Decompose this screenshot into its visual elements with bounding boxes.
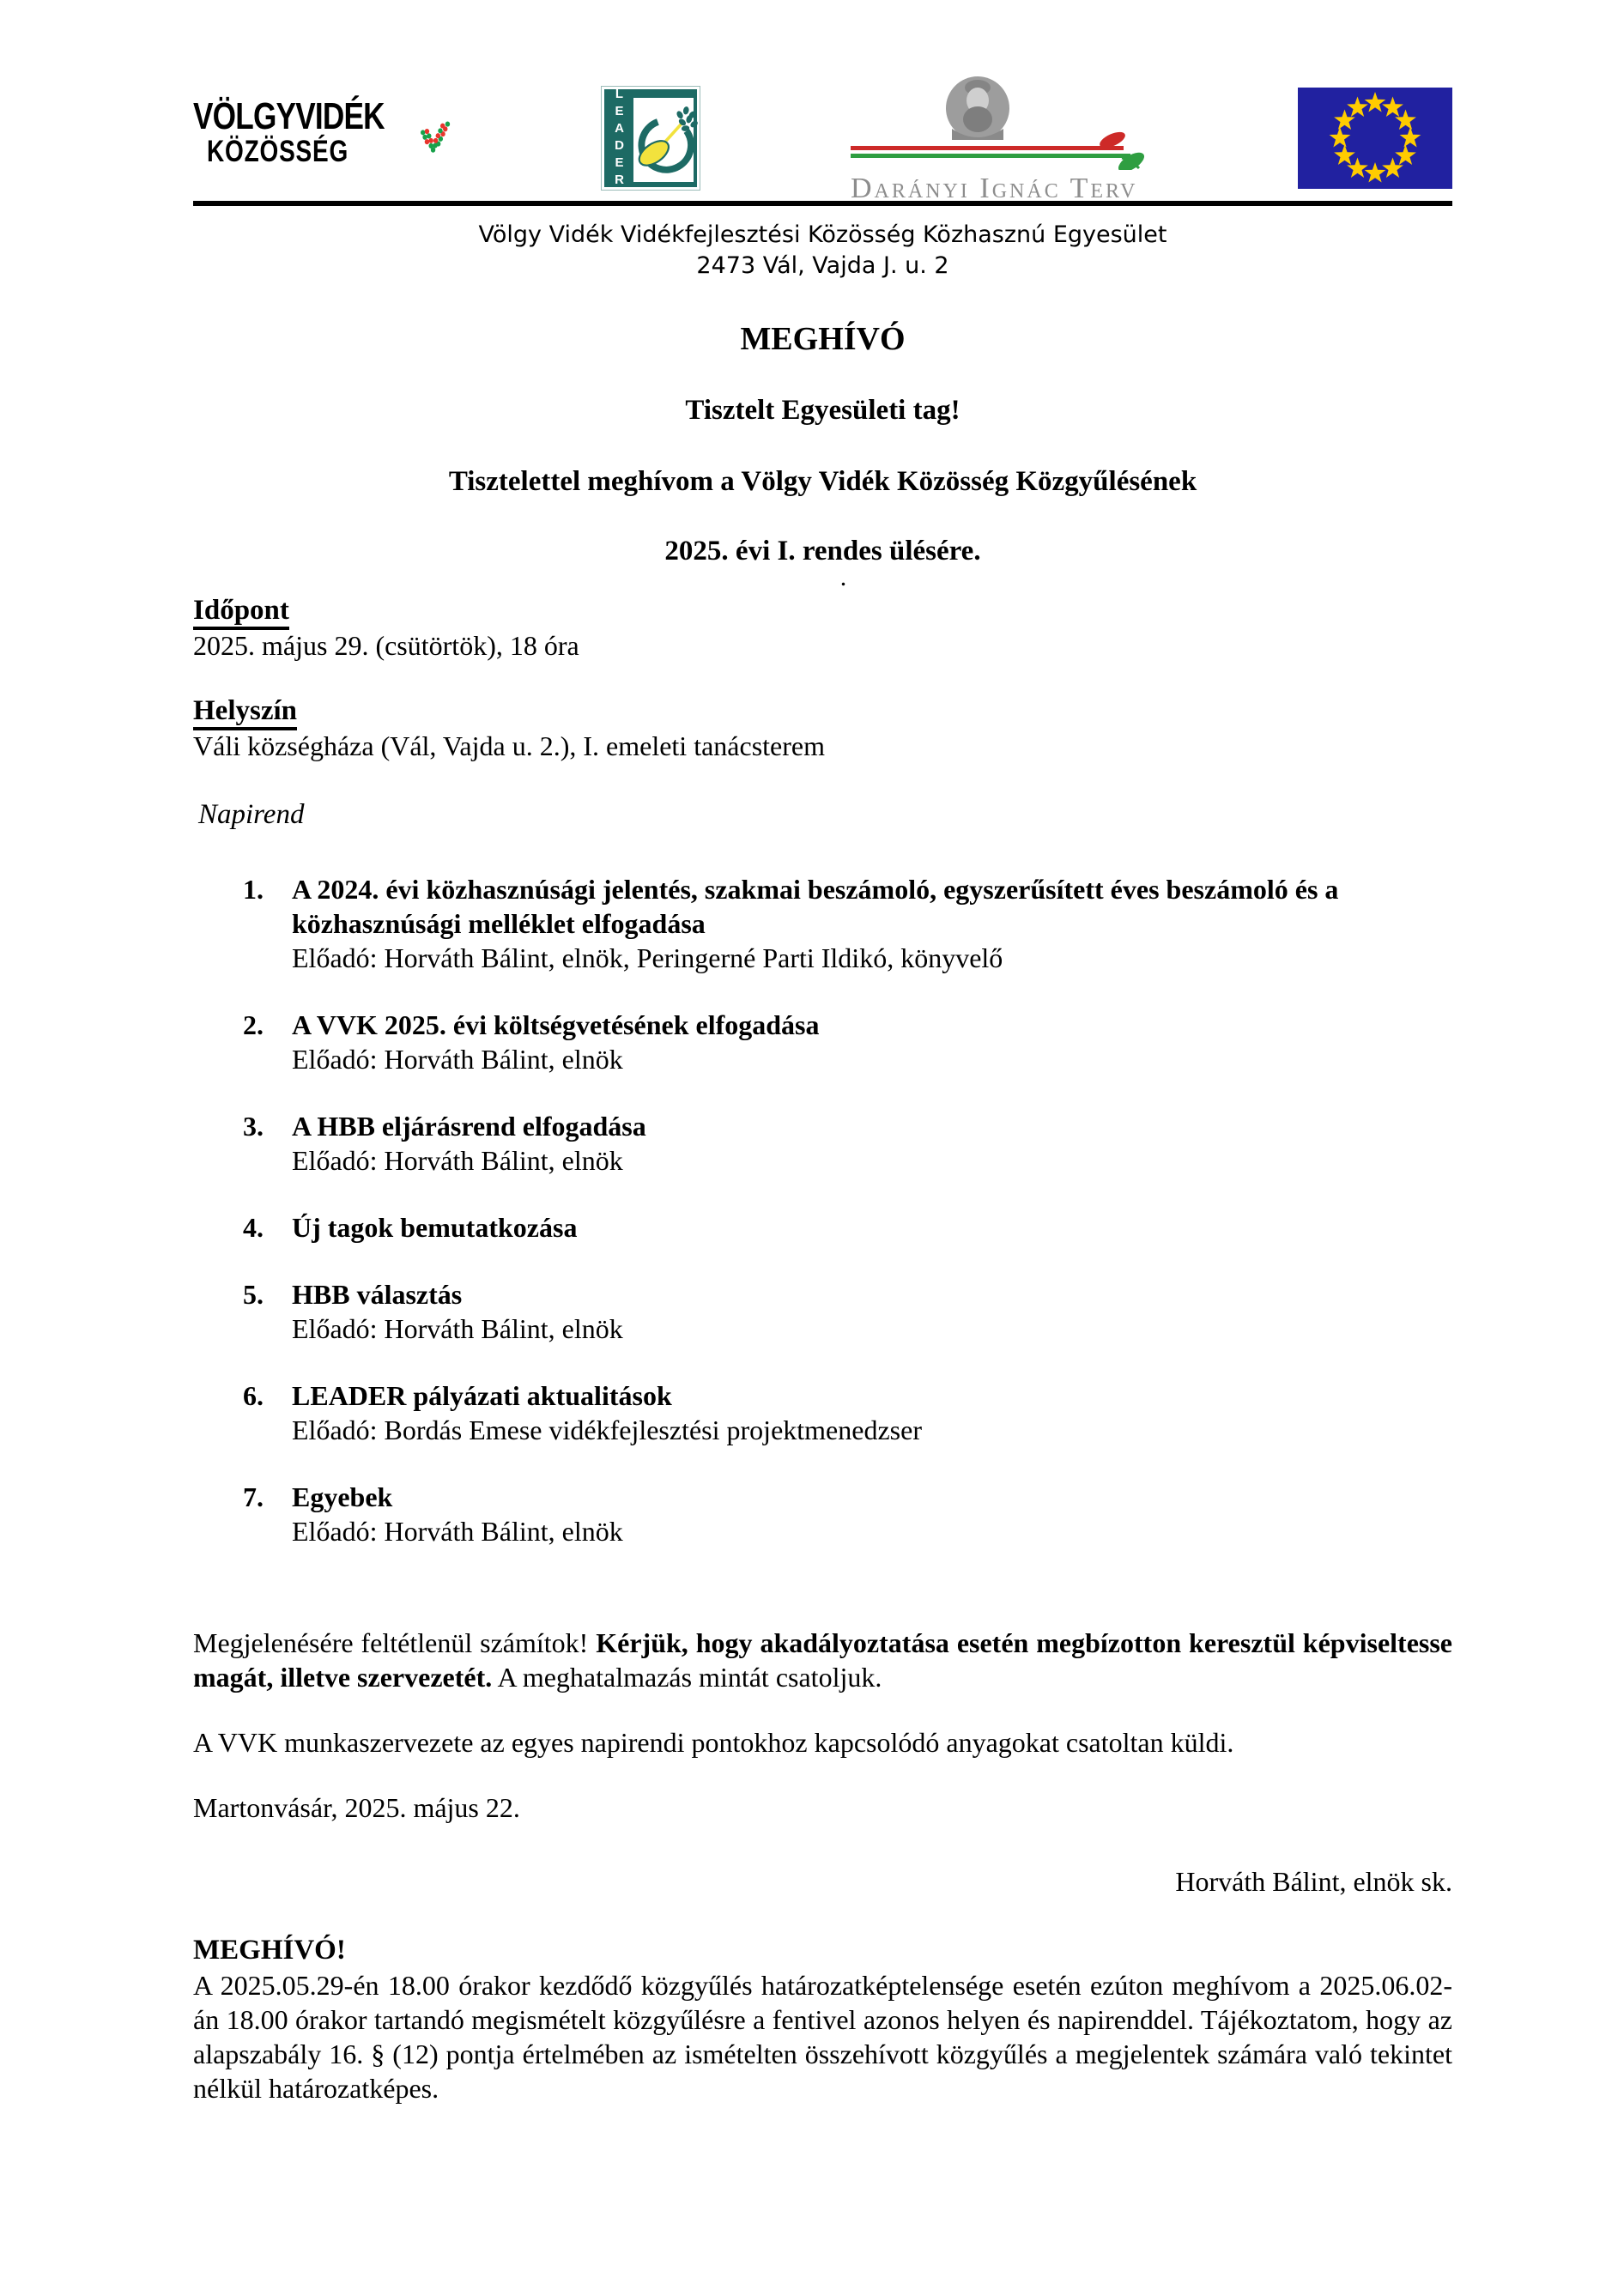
datetime-section xyxy=(193,593,1452,628)
agenda-item-number: 7. xyxy=(243,1481,264,1512)
agenda-item-number: 4. xyxy=(243,1212,264,1243)
second-invite-body: A 2025.05.29-én 18.00 órakor kezdődő közgyűlés határozatképtelensége esetén ezúton meghívom a 2025.06.02-án 18.00 órakor tartandó megismételt közgyűlésre a fentivel azonos helyen és napirenddel. Tájékoztatom, hogy az alapszabály 16. § (12) pontja értelmében az ismételten összehívott közgyűlés a megjelentek számára való tekintet nélkül határozatképes. xyxy=(193,1970,1452,2104)
agenda-item-number: 2. xyxy=(243,1009,264,1040)
agenda-item xyxy=(243,1277,1452,1346)
agenda-item-number: 1. xyxy=(243,874,264,905)
location-label: Helyszín xyxy=(193,695,297,730)
salutation: Tisztelt Egyesületi tag! xyxy=(685,395,960,426)
intro-line-2: 2025. évi I. rendes ülésére. xyxy=(664,536,981,566)
agenda-item-title: Új tagok bemutatkozása xyxy=(292,1212,578,1243)
signature-line: Horváth Bálint, elnök sk. xyxy=(1175,1866,1452,1897)
agenda-item-body xyxy=(292,872,1452,975)
attendance-note-start: Megjelenésére feltétlenül számítok! xyxy=(193,1627,597,1658)
volgy-videk-kozosseg-logo xyxy=(193,86,451,191)
agenda-item-body xyxy=(292,1109,646,1178)
materials-note: A VVK munkaszervezete az egyes napirendi pontokhoz kapcsolódó anyagokat csatoltan küldi. xyxy=(193,1727,1234,1758)
agenda-item-body xyxy=(292,1378,922,1447)
leader-logo-text: LEADER xyxy=(612,87,627,190)
datetime-label: Időpont xyxy=(193,595,289,630)
header-divider xyxy=(193,201,1452,206)
vvk-logo-line1: VÖLGYVIDÉK xyxy=(193,95,385,137)
intro-line-1: Tisztelettel meghívom a Völgy Vidék Közösség Közgyűlésének xyxy=(448,466,1197,497)
location-value: Váli községháza (Vál, Vajda u. 2.), I. emeleti tanácsterem xyxy=(193,730,825,761)
agenda-list xyxy=(193,872,1452,1548)
agenda-item-presenter: Előadó: Horváth Bálint, elnök xyxy=(292,1516,623,1547)
agenda-item-title: A HBB eljárásrend elfogadása xyxy=(292,1111,646,1142)
agenda-item-number: 5. xyxy=(243,1279,264,1310)
date-place-line: Martonvásár, 2025. május 22. xyxy=(193,1792,520,1823)
header-logo-row xyxy=(193,82,1452,204)
attendance-note-bold: Kérjük, hogy akadályoztatása esetén megbízotton keresztül képviseltesse magát, illetve szervezetét. xyxy=(193,1627,1453,1693)
agenda-item-title: A 2024. évi közhasznúsági jelentés, szakmai beszámoló, egyszerűsített éves beszámoló és a közhasznúsági melléklet elfogadása xyxy=(292,874,1339,939)
daranyi-portrait-icon xyxy=(851,74,1147,170)
agenda-item-body xyxy=(292,1008,819,1076)
agenda-item xyxy=(243,1378,1452,1447)
stray-dot: . xyxy=(839,563,847,591)
agenda-item xyxy=(243,1480,1452,1548)
agenda-item-body xyxy=(292,1210,577,1245)
agenda-item-title: LEADER pályázati aktualitások xyxy=(292,1380,672,1411)
agenda-item-body xyxy=(292,1480,623,1548)
agenda-item xyxy=(243,1008,1452,1076)
grape-v-icon xyxy=(421,88,451,191)
attendance-note xyxy=(193,1626,1452,1694)
agenda-item xyxy=(243,872,1452,975)
green-leaf-icon xyxy=(1115,148,1147,170)
location-section xyxy=(193,694,1452,729)
org-address: 2473 Vál, Vajda J. u. 2 xyxy=(696,252,949,279)
agenda-item-presenter: Előadó: Horváth Bálint, elnök xyxy=(292,1145,623,1176)
agenda-item xyxy=(243,1109,1452,1178)
agenda-item-body xyxy=(292,1277,623,1346)
agenda-item-presenter: Előadó: Horváth Bálint, elnök xyxy=(292,1313,623,1344)
leader-logo xyxy=(602,87,700,190)
daranyi-ignac-terv-logo xyxy=(851,74,1147,203)
agenda-item-number: 3. xyxy=(243,1111,264,1142)
daranyi-logo-text: Darányi Ignác Terv xyxy=(851,172,1138,204)
agenda-label: Napirend xyxy=(198,799,305,830)
org-name: Völgy Vidék Vidékfejlesztési Közösség Közhasznú Egyesület xyxy=(478,221,1167,248)
agenda-item-number: 6. xyxy=(243,1380,264,1411)
agenda-item-title: A VVK 2025. évi költségvetésének elfogadása xyxy=(292,1009,820,1040)
page-title: MEGHÍVÓ xyxy=(740,321,906,357)
agenda-item-title: Egyebek xyxy=(292,1481,393,1512)
vvk-logo-line2: KÖZÖSSÉG xyxy=(207,135,349,168)
datetime-value: 2025. május 29. (csütörtök), 18 óra xyxy=(193,630,579,661)
leader-sprout-icon xyxy=(609,92,702,190)
agenda-item xyxy=(243,1210,1452,1245)
second-invite-title: MEGHÍVÓ! xyxy=(193,1935,346,1966)
vvk-logo-text xyxy=(193,86,433,168)
agenda-item-presenter: Előadó: Bordás Emese vidékfejlesztési projektmenedzser xyxy=(292,1415,922,1445)
agenda-item-presenter: Előadó: Horváth Bálint, elnök xyxy=(292,1044,623,1075)
eu-flag-logo xyxy=(1298,88,1452,189)
attendance-note-end: A meghatalmazás mintát csatoljuk. xyxy=(492,1662,882,1693)
agenda-item-title: HBB választás xyxy=(292,1279,463,1310)
agenda-item-presenter: Előadó: Horváth Bálint, elnök, Peringerné Parti Ildikó, könyvelő xyxy=(292,942,1003,973)
